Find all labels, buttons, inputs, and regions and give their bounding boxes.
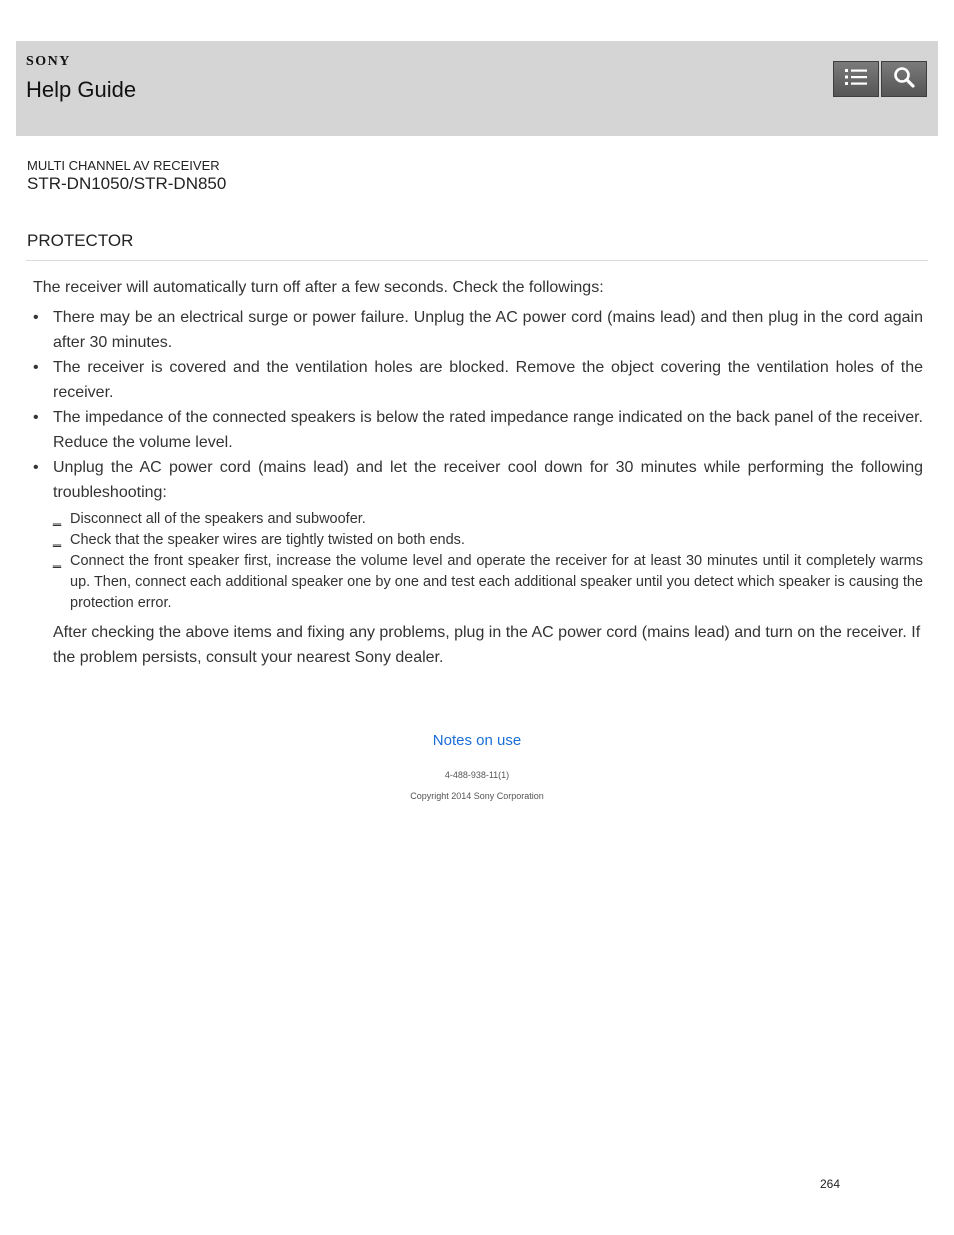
help-guide-title: Help Guide	[26, 77, 137, 102]
list-item: • The receiver is covered and the ventilation holes are blocked. Remove the object covering the ventilation holes of the receiver.	[33, 355, 923, 405]
dash-icon: ‗	[53, 532, 62, 548]
dash-icon: ‗	[53, 511, 62, 527]
page-title: PROTECTOR	[27, 231, 134, 250]
closing-text: After checking the above items and fixing any problems, plug in the AC power cord (mains lead) and turn on the receiver. If the problem persists, consult your nearest Sony dealer.	[53, 624, 921, 666]
bullet-icon: •	[33, 459, 39, 476]
intro-text: The receiver will automatically turn off after a few seconds. Check the followings:	[33, 279, 604, 296]
document-number: 4-488-938-11(1)	[444, 770, 510, 780]
bullet-icon: •	[33, 409, 39, 426]
product-category: MULTI CHANNEL AV RECEIVER	[27, 158, 220, 173]
list-item: • The impedance of the connected speakers is below the rated impedance range indicated on the back panel of the receiver. Reduce the volume level.	[33, 405, 923, 455]
page-number: 264	[820, 1177, 841, 1191]
cause-list	[33, 305, 923, 614]
sub-list-item: ‗ Disconnect all of the speakers and subwoofer.	[53, 509, 923, 530]
list-item: • There may be an electrical surge or power failure. Unplug the AC power cord (mains lead) and then plug in the cord again after 30 minutes.	[33, 305, 923, 355]
list-item: • Unplug the AC power cord (mains lead) and let the receiver cool down for 30 minutes while performing the following troubleshooting: ‗ Disconnect all of the speakers and subwoofer. ‗ Check that the speaker wires are tightly twisted on both ends. ‗ Connect the front speaker first, increase the volume level and operate the receiver for at least 30 minutes until it completely warms up. Then, connect each additional speaker one by one and test each additional speaker until you detect which speaker is causing the protection error.	[33, 455, 923, 614]
notes-on-use-link[interactable]: Notes on use	[432, 732, 522, 749]
toc-button[interactable]	[833, 61, 879, 97]
sub-list-item: ‗ Connect the front speaker first, increase the volume level and operate the receiver for at least 30 minutes until it completely warms up. Then, connect each additional speaker one by one and test each additional speaker until you detect which speaker is causing the protection error.	[53, 553, 923, 611]
troubleshooting-steps	[53, 509, 923, 614]
title-divider	[26, 260, 928, 261]
bullet-icon: •	[33, 359, 39, 376]
search-button[interactable]	[881, 61, 927, 97]
search-icon	[892, 65, 916, 94]
list-icon	[843, 66, 869, 93]
copyright: Copyright 2014 Sony Corporation	[410, 791, 544, 801]
sub-list-item: ‗ Check that the speaker wires are tightly twisted on both ends.	[53, 530, 923, 551]
header	[16, 41, 938, 136]
dash-icon: ‗	[53, 553, 62, 569]
sony-logo: SONY	[26, 54, 71, 69]
bullet-icon: •	[33, 309, 39, 326]
product-model: STR-DN1050/STR-DN850	[27, 174, 227, 193]
article-body	[33, 276, 923, 670]
